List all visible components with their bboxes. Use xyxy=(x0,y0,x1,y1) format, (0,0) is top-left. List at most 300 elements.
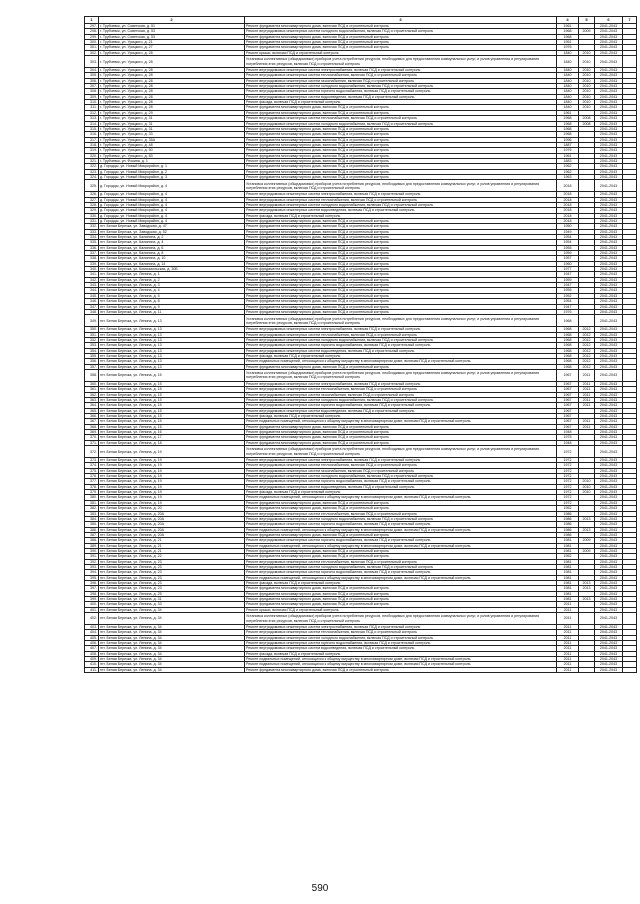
planned-period-cell: 2041-2043 xyxy=(595,554,623,559)
address-cell: пгт. Белая Березка, ул. Ленина, д. 20А xyxy=(99,527,245,532)
row-number-cell: 406. xyxy=(85,641,99,646)
work-type-cell: Ремонт внутридомовых инженерных систем газоснабжения, включая ПСД и строительный контроль xyxy=(245,468,557,473)
year-last-repair-cell: 2012 xyxy=(579,353,595,358)
planned-period-cell: 2041-2043 xyxy=(595,580,623,585)
year-built-cell: 1981 xyxy=(557,538,579,543)
address-cell: г. Трубчевск, ул. Урицкого, д. 28 xyxy=(99,94,245,99)
work-type-cell: Ремонт внутридомовых инженерных систем холодного водоснабжения, включая ПСД и строительный контроль xyxy=(245,202,557,207)
address-cell: пгт. Белая Березка, ул. Ленина, д. 19 xyxy=(99,490,245,495)
address-cell: г. Трубчевск, ул. Урицкого, д. 35А xyxy=(99,137,245,142)
planned-period-cell: 2041-2043 xyxy=(595,213,623,218)
year-last-repair-cell: 2009 xyxy=(579,29,595,34)
planned-period-cell: 2041-2043 xyxy=(595,219,623,224)
address-cell: пгт. Белая Березка, ул. Ленина, д. 20 xyxy=(99,506,245,511)
planned-period-cell: 2041-2043 xyxy=(595,256,623,261)
year-built-cell: 1968 xyxy=(557,348,579,353)
work-type-cell: Ремонт фундамента многоквартирного дома, включая ПСД и строительный контроль xyxy=(245,34,557,39)
row-number-cell: 311. xyxy=(85,105,99,110)
row-number-cell: 315. xyxy=(85,126,99,131)
row-number-cell: 303. xyxy=(85,56,99,68)
planned-period-cell: 2041-2043 xyxy=(595,34,623,39)
planned-period-cell: 2041-2043 xyxy=(595,126,623,131)
work-type-cell: Ремонт фундамента многоквартирного дома, включая ПСД и строительный контроль xyxy=(245,364,557,369)
work-type-cell: Ремонт фундамента многоквартирного дома, включая ПСД и строительный контроль xyxy=(245,158,557,163)
year-built-cell: 2011 xyxy=(557,641,579,646)
planned-period-cell: 2041-2043 xyxy=(595,121,623,126)
header-cell-2: 2 xyxy=(99,17,245,24)
row-number-cell: 409. xyxy=(85,657,99,662)
work-type-cell: Ремонт внутридомовых инженерных систем теплоснабжения, включая ПСД и строительный контроль xyxy=(245,630,557,635)
year-built-cell: 2011 xyxy=(557,625,579,630)
planned-period-cell: 2041-2043 xyxy=(595,630,623,635)
planned-period-cell: 2041-2043 xyxy=(595,484,623,489)
row-number-cell: 321. xyxy=(85,158,99,163)
work-type-cell: Ремонт внутридомовых инженерных систем водоотведения, включая ПСД и строительный контроль xyxy=(245,348,557,353)
work-type-cell: Ремонт внутридомовых инженерных систем электроснабжения, включая ПСД и строительный контроль xyxy=(245,381,557,386)
work-type-cell: Ремонт внутридомовых инженерных систем горячего водоснабжения, включая ПСД и строительный контроль xyxy=(245,538,557,543)
row-number-cell: 379. xyxy=(85,490,99,495)
planned-period-cell: 2041-2043 xyxy=(595,84,623,89)
address-cell: пгт. Белая Березка, ул. Ленина, д. 23 xyxy=(99,570,245,575)
address-cell: г. Трубчевск, ул. Советская, д. 53 xyxy=(99,29,245,34)
planned-period-cell: 2041-2043 xyxy=(595,543,623,548)
year-built-cell: 1955 xyxy=(557,288,579,293)
address-cell: г. Трубчевск, ул. Урицкого, д. 27 xyxy=(99,45,245,50)
year-built-cell: 2011 xyxy=(557,662,579,667)
row-number-cell: 361. xyxy=(85,387,99,392)
work-type-cell: Ремонт внутридомовых инженерных систем теплоснабжения, включая ПСД и строительный контроль xyxy=(245,332,557,337)
work-type-cell: Ремонт внутридомовых инженерных систем водоотведения, включая ПСД и строительный контроль xyxy=(245,484,557,489)
work-type-cell: Ремонт внутридомовых инженерных систем горячего водоснабжения, включая ПСД и строительный контроль xyxy=(245,522,557,527)
row-number-cell: 401. xyxy=(85,607,99,612)
year-built-cell: 1967 xyxy=(557,414,579,419)
row-number-cell: 347. xyxy=(85,304,99,309)
planned-period-cell: 2041-2043 xyxy=(595,403,623,408)
row-number-cell: 335. xyxy=(85,240,99,245)
year-built-cell: 1968 xyxy=(557,364,579,369)
year-built-cell: 1947 xyxy=(557,272,579,277)
year-last-repair-cell: 2010 xyxy=(579,490,595,495)
work-type-cell: Ремонт внутридомовых инженерных систем электроснабжения, включая ПСД и строительный контроль xyxy=(245,192,557,197)
planned-period-cell: 2041-2043 xyxy=(595,359,623,364)
row-number-cell: 332. xyxy=(85,224,99,229)
planned-period-cell: 2041-2043 xyxy=(595,548,623,553)
year-last-repair-cell: 2012 xyxy=(579,359,595,364)
work-type-cell: Ремонт фундамента многоквартирного дома, включая ПСД и строительный контроль xyxy=(245,229,557,234)
year-built-cell: 1951 xyxy=(557,40,579,45)
row-number-cell: 323. xyxy=(85,169,99,174)
table-row xyxy=(85,315,637,327)
planned-period-cell: 2041-2043 xyxy=(595,235,623,240)
year-built-cell: 1840 xyxy=(557,100,579,105)
planned-period-cell: 2041-2043 xyxy=(595,309,623,314)
extra-cell xyxy=(623,667,637,672)
header-cell-4: 4 xyxy=(557,17,579,24)
year-built-cell: 1968 xyxy=(557,126,579,131)
row-number-cell: 365. xyxy=(85,408,99,413)
extra-cell xyxy=(623,315,637,327)
address-cell: г. Трубчевск, ул. Урицкого, д. 28 xyxy=(99,89,245,94)
work-type-cell: Ремонт внутридомовых инженерных систем холодного водоснабжения, включая ПСД и строительный контроль xyxy=(245,121,557,126)
row-number-cell: 381. xyxy=(85,500,99,505)
row-number-cell: 397. xyxy=(85,586,99,591)
address-cell: г. Трубчевск, ул. Урицкого, д. 28 xyxy=(99,68,245,73)
row-number-cell: 382. xyxy=(85,506,99,511)
year-last-repair-cell: 2010 xyxy=(579,484,595,489)
planned-period-cell: 2041-2043 xyxy=(595,613,623,625)
year-last-repair-cell: 2008 xyxy=(579,121,595,126)
year-last-repair-cell xyxy=(579,667,595,672)
work-type-cell: Ремонт фундамента многоквартирного дома, включая ПСД и строительный контроль xyxy=(245,500,557,505)
row-number-cell: 385. xyxy=(85,522,99,527)
work-type-cell: Ремонт фасада, включая ПСД и строительный контроль xyxy=(245,580,557,585)
row-number-cell: 373. xyxy=(85,458,99,463)
row-number-cell: 343. xyxy=(85,283,99,288)
address-cell: пгт. Белая Березка, ул. Ленина, д. 13 xyxy=(99,348,245,353)
address-cell: пгт. Белая Березка, ул. Ленина, д. 15 xyxy=(99,387,245,392)
row-number-cell: 328. xyxy=(85,202,99,207)
year-built-cell: 2011 xyxy=(557,657,579,662)
planned-period-cell: 2041-2043 xyxy=(595,332,623,337)
year-built-cell: 1968 xyxy=(557,121,579,126)
row-number-cell: 320. xyxy=(85,153,99,158)
address-cell: пгт. Белая Березка, ул. Ленина, д. 1 xyxy=(99,272,245,277)
work-type-cell: Ремонт подвальных помещений, относящихся к общему имуществу в многоквартирном доме, включая ПСД и строительный контроль xyxy=(245,543,557,548)
work-type-cell: Ремонт фундамента многоквартирного дома, включая ПСД и строительный контроль xyxy=(245,132,557,137)
address-cell: пгт. Белая Березка, ул. Ленина, д. 15 xyxy=(99,419,245,424)
year-last-repair-cell: 2009 xyxy=(579,548,595,553)
year-built-cell: 1972 xyxy=(557,468,579,473)
year-built-cell: 1986 xyxy=(557,532,579,537)
row-number-cell: 400. xyxy=(85,602,99,607)
address-cell: пгт. Белая Березка, ул. Ленина, д. 34 xyxy=(99,641,245,646)
planned-period-cell: 2041-2043 xyxy=(595,564,623,569)
planned-period-cell: 2041-2043 xyxy=(595,657,623,662)
planned-period-cell: 2041-2043 xyxy=(595,267,623,272)
planned-period-cell: 2041-2043 xyxy=(595,272,623,277)
header-cell-7: 7 xyxy=(623,17,637,24)
work-type-cell: Ремонт фундамента многоквартирного дома, включая ПСД и строительный контроль xyxy=(245,602,557,607)
work-type-cell: Ремонт фундамента многоквартирного дома, включая ПСД и строительный контроль xyxy=(245,24,557,29)
work-type-cell: Ремонт фундамента многоквартирного дома, включая ПСД и строительный контроль xyxy=(245,169,557,174)
address-cell: пгт. Белая Березка, ул. Ленина, д. 20А xyxy=(99,532,245,537)
work-type-cell: Ремонт фундамента многоквартирного дома, включая ПСД и строительный контроль xyxy=(245,45,557,50)
address-cell: пгт. Белая Березка, ул. Ленина, д. 13 xyxy=(99,337,245,342)
year-built-cell: 1950 xyxy=(557,224,579,229)
year-built-cell: 1986 xyxy=(557,522,579,527)
row-number-cell: 314. xyxy=(85,121,99,126)
work-type-cell: Ремонт фундамента многоквартирного дома, включая ПСД и строительный контроль xyxy=(245,105,557,110)
address-cell: пгт. Белая Березка, ул. Ленина, д. 2 xyxy=(99,277,245,282)
planned-period-cell: 2041-2043 xyxy=(595,348,623,353)
address-cell: пгт. Белая Березка, ул. Калинина, д. 14 xyxy=(99,261,245,266)
year-built-cell: 1952 xyxy=(557,506,579,511)
year-built-cell: 1954 xyxy=(557,299,579,304)
row-number-cell: 371. xyxy=(85,440,99,445)
work-type-cell: Ремонт внутридомовых инженерных систем теплоснабжения, включая ПСД и строительный контроль xyxy=(245,511,557,516)
address-cell: г. Трубчевск, ул. Урицкого, д. 33 xyxy=(99,132,245,137)
planned-period-cell: 2041-2043 xyxy=(595,511,623,516)
work-type-cell: Ремонт фундамента многоквартирного дома, включая ПСД и строительный контроль xyxy=(245,148,557,153)
row-number-cell: 317. xyxy=(85,137,99,142)
row-number-cell: 376. xyxy=(85,474,99,479)
year-built-cell: 2011 xyxy=(557,646,579,651)
work-type-cell: Ремонт внутридомовых инженерных систем водоотведения, включая ПСД и строительный контроль xyxy=(245,646,557,651)
planned-period-cell: 2041-2043 xyxy=(595,495,623,500)
address-cell: пгт. Белая Березка, ул. Ленина, д. 21 xyxy=(99,538,245,543)
address-cell: пгт. Белая Березка, ул. Ленина, д. 23 xyxy=(99,575,245,580)
year-built-cell: 1972 xyxy=(557,484,579,489)
address-cell: пгт. Белая Березка, ул. Ленина, д. 13 xyxy=(99,332,245,337)
work-type-cell: Ремонт внутридомовых инженерных систем теплоснабжения, включая ПСД и строительный контроль xyxy=(245,116,557,121)
year-last-repair-cell xyxy=(579,180,595,192)
year-built-cell: 1947 xyxy=(557,304,579,309)
address-cell: г. Трубчевск, ул. Урицкого, д. 48 xyxy=(99,142,245,147)
row-number-cell: 338. xyxy=(85,256,99,261)
header-cell-6: 6 xyxy=(595,17,623,24)
work-type-cell: Ремонт внутридомовых инженерных систем электроснабжения, включая ПСД и строительный контроль xyxy=(245,458,557,463)
planned-period-cell: 2041-2043 xyxy=(595,304,623,309)
planned-period-cell: 2041-2043 xyxy=(595,73,623,78)
year-built-cell: 1968 xyxy=(557,29,579,34)
work-type-cell: Ремонт внутридомовых инженерных систем теплоснабжения, включая ПСД и строительный контроль xyxy=(245,73,557,78)
planned-period-cell: 2041-2043 xyxy=(595,435,623,440)
year-built-cell: 1968 xyxy=(557,359,579,364)
planned-period-cell: 2041-2043 xyxy=(595,229,623,234)
year-built-cell: 2018 xyxy=(557,202,579,207)
year-built-cell: 1947 xyxy=(557,283,579,288)
year-last-repair-cell: 2011 xyxy=(579,369,595,381)
row-number-cell: 304. xyxy=(85,68,99,73)
planned-period-cell: 2041-2043 xyxy=(595,148,623,153)
address-cell: пгт. Белая Березка, ул. Ленина, д. 23 xyxy=(99,586,245,591)
work-type-cell: Ремонт внутридомовых инженерных систем теплоснабжения, включая ПСД и строительный контроль xyxy=(245,387,557,392)
year-last-repair-cell: 2011 xyxy=(579,397,595,402)
year-built-cell: 1959 xyxy=(557,251,579,256)
planned-period-cell: 2041-2043 xyxy=(595,192,623,197)
planned-period-cell: 2041-2043 xyxy=(595,575,623,580)
address-cell: д. Городцы, ул. Новый Микрорайон, д. 4 xyxy=(99,219,245,224)
year-built-cell: 1840 xyxy=(557,50,579,55)
address-cell: пгт. Белая Березка, ул. Ленина, д. 34 xyxy=(99,613,245,625)
year-built-cell: 1981 xyxy=(557,559,579,564)
year-built-cell: 1883 xyxy=(557,158,579,163)
work-type-cell: Ремонт подвальных помещений, относящихся к общему имуществу в многоквартирном доме, включая ПСД и строительный контроль xyxy=(245,359,557,364)
year-built-cell: 2011 xyxy=(557,667,579,672)
work-type-cell: Ремонт подвальных помещений, относящихся к общему имуществу в многоквартирном доме, включая ПСД и строительный контроль xyxy=(245,495,557,500)
planned-period-cell: 2041-2043 xyxy=(595,343,623,348)
work-type-cell: Ремонт фасада, включая ПСД и строительный контроль xyxy=(245,353,557,358)
work-type-cell: Ремонт фундамента многоквартирного дома, включая ПСД и строительный контроль xyxy=(245,153,557,158)
year-built-cell: 1981 xyxy=(557,580,579,585)
row-number-cell: 410. xyxy=(85,662,99,667)
address-cell: пгт. Белая Березка, ул. Ленина, д. 15 xyxy=(99,414,245,419)
planned-period-cell: 2041-2043 xyxy=(595,137,623,142)
year-built-cell: 1961 xyxy=(557,153,579,158)
work-type-cell: Ремонт подвальных помещений, относящихся к общему имуществу в многоквартирном доме, включая ПСД и строительный контроль xyxy=(245,527,557,532)
year-last-repair-cell: 2011 xyxy=(579,424,595,429)
work-type-cell: Ремонт крыши, включая ПСД и строительный контроль xyxy=(245,607,557,612)
row-number-cell: 307. xyxy=(85,84,99,89)
year-last-repair-cell: 2010 xyxy=(579,50,595,55)
planned-period-cell: 2041-2043 xyxy=(595,364,623,369)
work-type-cell: Ремонт фундамента многоквартирного дома, включая ПСД и строительный контроль xyxy=(245,293,557,298)
work-type-cell: Ремонт подвальных помещений, относящихся к общему имуществу в многоквартирном доме, включая ПСД и строительный контроль xyxy=(245,657,557,662)
work-type-cell: Ремонт внутридомовых инженерных систем электроснабжения, включая ПСД и строительный контроль xyxy=(245,327,557,332)
planned-period-cell: 2041-2043 xyxy=(595,94,623,99)
work-type-cell: Ремонт фасада, включая ПСД и строительный контроль xyxy=(245,414,557,419)
year-built-cell: 2018 xyxy=(557,180,579,192)
address-cell: пгт. Белая Березка, ул. Калинина, д. 6 xyxy=(99,245,245,250)
planned-period-cell: 2041-2043 xyxy=(595,24,623,29)
planned-period-cell: 2041-2043 xyxy=(595,474,623,479)
extra-cell xyxy=(623,56,637,68)
address-cell: пгт. Белая Березка, ул. Ленина, д. 19 xyxy=(99,446,245,458)
row-number-cell: 324. xyxy=(85,174,99,179)
year-built-cell: 1996 xyxy=(557,137,579,142)
address-cell: пгт. Белая Березка, ул. Ленина, д. 19 xyxy=(99,474,245,479)
row-number-cell: 375. xyxy=(85,468,99,473)
address-cell: д. Городцы, ул. Новый Микрорайон, д. 1 xyxy=(99,164,245,169)
year-built-cell: 2018 xyxy=(557,197,579,202)
work-type-cell: Установка коллективных (общедомовых) приборов учета потребления ресурсов, необходимых для предоставления коммунальных услуг, и узлов управления и регулирования потребления этих ресурсов, включая ПСД и строительный контроль xyxy=(245,315,557,327)
planned-period-cell: 2041-2043 xyxy=(595,479,623,484)
address-cell: г. Трубчевск, ул. Фокина, д. 1 xyxy=(99,158,245,163)
year-built-cell: 1976 xyxy=(557,309,579,314)
work-type-cell: Ремонт фундамента многоквартирного дома, включая ПСД и строительный контроль xyxy=(245,435,557,440)
row-number-cell: 325. xyxy=(85,180,99,192)
planned-period-cell: 2041-2043 xyxy=(595,261,623,266)
address-cell: пгт. Белая Березка, ул. Ленина, д. 34 xyxy=(99,625,245,630)
address-cell: г. Трубчевск, ул. Урицкого, д. 29 xyxy=(99,110,245,115)
work-type-cell: Ремонт внутридомовых инженерных систем водоотведения, включая ПСД и строительный контроль xyxy=(245,408,557,413)
row-number-cell: 336. xyxy=(85,245,99,250)
year-built-cell: 1972 xyxy=(557,474,579,479)
planned-period-cell: 2041-2043 xyxy=(595,169,623,174)
planned-period-cell: 2041-2043 xyxy=(595,516,623,521)
row-number-cell: 350. xyxy=(85,327,99,332)
year-built-cell: 1955 xyxy=(557,245,579,250)
year-built-cell: 1981 xyxy=(557,543,579,548)
planned-period-cell: 2041-2043 xyxy=(595,559,623,564)
planned-period-cell: 2041-2043 xyxy=(595,78,623,83)
work-type-cell: Ремонт фундамента многоквартирного дома, включая ПСД и строительный контроль xyxy=(245,164,557,169)
planned-period-cell: 2041-2043 xyxy=(595,105,623,110)
address-cell: г. Трубчевск, ул. Урицкого, д. 31 xyxy=(99,121,245,126)
work-type-cell: Ремонт фундамента многоквартирного дома, включая ПСД и строительный контроль xyxy=(245,251,557,256)
work-type-cell: Ремонт фундамента многоквартирного дома, включая ПСД и строительный контроль xyxy=(245,288,557,293)
planned-period-cell: 2041-2043 xyxy=(595,381,623,386)
address-cell: г. Трубчевск, ул. Урицкого, д. 28 xyxy=(99,50,245,55)
extra-cell xyxy=(623,369,637,381)
address-cell: пгт. Белая Березка, ул. Ленина, д. 33 xyxy=(99,602,245,607)
planned-period-cell: 2041-2043 xyxy=(595,527,623,532)
row-number-cell: 309. xyxy=(85,94,99,99)
year-built-cell: 2011 xyxy=(557,651,579,656)
address-cell: пгт. Белая Березка, ул. Ленина, д. 19 xyxy=(99,479,245,484)
row-number-cell: 355. xyxy=(85,353,99,358)
table-row xyxy=(85,180,637,192)
work-type-cell: Ремонт внутридомовых инженерных систем холодного водоснабжения, включая ПСД и строительный контроль xyxy=(245,564,557,569)
work-type-cell: Ремонт фасада, включая ПСД и строительный контроль xyxy=(245,651,557,656)
address-cell: пгт. Белая Березка, ул. Ленина, д. 5 xyxy=(99,293,245,298)
address-cell: пгт. Белая Березка, ул. Ленина, д. 34 xyxy=(99,667,245,672)
table-row xyxy=(85,369,637,381)
row-number-cell: 297. xyxy=(85,24,99,29)
row-number-cell: 299. xyxy=(85,34,99,39)
year-built-cell: 1949 xyxy=(557,229,579,234)
year-built-cell: 2011 xyxy=(557,613,579,625)
year-built-cell: 1975 xyxy=(557,435,579,440)
year-built-cell: 1967 xyxy=(557,403,579,408)
year-last-repair-cell: 2011 xyxy=(579,392,595,397)
work-type-cell: Ремонт фундамента многоквартирного дома, включая ПСД и строительный контроль xyxy=(245,277,557,282)
planned-period-cell: 2041-2043 xyxy=(595,240,623,245)
planned-period-cell: 2041-2043 xyxy=(595,538,623,543)
work-type-cell: Ремонт фундамента многоквартирного дома, включая ПСД и строительный контроль xyxy=(245,126,557,131)
year-built-cell: 1967 xyxy=(557,369,579,381)
row-number-cell: 357. xyxy=(85,364,99,369)
row-number-cell: 352. xyxy=(85,337,99,342)
row-number-cell: 390. xyxy=(85,548,99,553)
address-cell: пгт. Белая Березка, ул. Ленина, д. 8 xyxy=(99,299,245,304)
work-type-cell: Ремонт фундамента многоквартирного дома, включая ПСД и строительный контроль xyxy=(245,219,557,224)
work-type-cell: Ремонт внутридомовых инженерных систем холодного водоснабжения, включая ПСД и строительный контроль xyxy=(245,474,557,479)
year-built-cell: 1948 xyxy=(557,440,579,445)
planned-period-cell: 2041-2043 xyxy=(595,387,623,392)
planned-period-cell: 2041-2043 xyxy=(595,430,623,435)
header-cell-1: 1 xyxy=(85,17,99,24)
work-type-cell: Установка коллективных (общедомовых) приборов учета потребления ресурсов, необходимых для предоставления коммунальных услуг, и узлов управления и регулирования потребления этих ресурсов, включая ПСД и строительный контроль xyxy=(245,180,557,192)
row-number-cell: 370. xyxy=(85,435,99,440)
year-last-repair-cell: 2011 xyxy=(579,419,595,424)
address-cell: пгт. Белая Березка, ул. Ленина, д. 19 xyxy=(99,458,245,463)
work-type-cell: Ремонт внутридомовых инженерных систем горячего водоснабжения, включая ПСД и строительный контроль xyxy=(245,641,557,646)
year-built-cell: 1840 xyxy=(557,73,579,78)
planned-period-cell: 2041-2043 xyxy=(595,397,623,402)
year-built-cell: 1962 xyxy=(557,169,579,174)
row-number-cell: 391. xyxy=(85,554,99,559)
row-number-cell: 364. xyxy=(85,403,99,408)
row-number-cell: 345. xyxy=(85,293,99,298)
row-number-cell: 403. xyxy=(85,625,99,630)
planned-period-cell: 2041-2043 xyxy=(595,570,623,575)
work-type-cell: Ремонт внутридомовых инженерных систем водоотведения, включая ПСД и строительный контроль xyxy=(245,208,557,213)
work-type-cell: Ремонт фундамента многоквартирного дома, включая ПСД и строительный контроль xyxy=(245,245,557,250)
work-type-cell: Ремонт фасада, включая ПСД и строительный контроль xyxy=(245,213,557,218)
planned-period-cell: 2041-2043 xyxy=(595,29,623,34)
capital-repair-table xyxy=(84,16,637,673)
work-type-cell: Ремонт внутридомовых инженерных систем холодного водоснабжения, включая ПСД и строительный контроль xyxy=(245,84,557,89)
year-built-cell: 1968 xyxy=(557,337,579,342)
planned-period-cell: 2041-2043 xyxy=(595,174,623,179)
planned-period-cell: 2041-2043 xyxy=(595,245,623,250)
row-number-cell: 387. xyxy=(85,532,99,537)
year-built-cell: 1986 xyxy=(557,511,579,516)
year-built-cell: 1952 xyxy=(557,554,579,559)
address-cell: пгт. Белая Березка, ул. Ленина, д. 15 xyxy=(99,408,245,413)
address-cell: пгт. Белая Березка, ул. Ленина, д. 11 xyxy=(99,309,245,314)
address-cell: г. Трубчевск, ул. Урицкого, д. 28 xyxy=(99,84,245,89)
year-built-cell: 2011 xyxy=(557,602,579,607)
year-built-cell: 1972 xyxy=(557,479,579,484)
row-number-cell: 411. xyxy=(85,667,99,672)
row-number-cell: 327. xyxy=(85,197,99,202)
work-type-cell: Ремонт подвальных помещений, относящихся к общему имуществу в многоквартирном доме, включая ПСД и строительный контроль xyxy=(245,419,557,424)
address-cell: пгт. Белая Березка, ул. Заводская, д. 52 xyxy=(99,229,245,234)
year-built-cell: 1954 xyxy=(557,235,579,240)
address-cell: д. Городцы, ул. Новый Микрорайон, д. 4 xyxy=(99,180,245,192)
